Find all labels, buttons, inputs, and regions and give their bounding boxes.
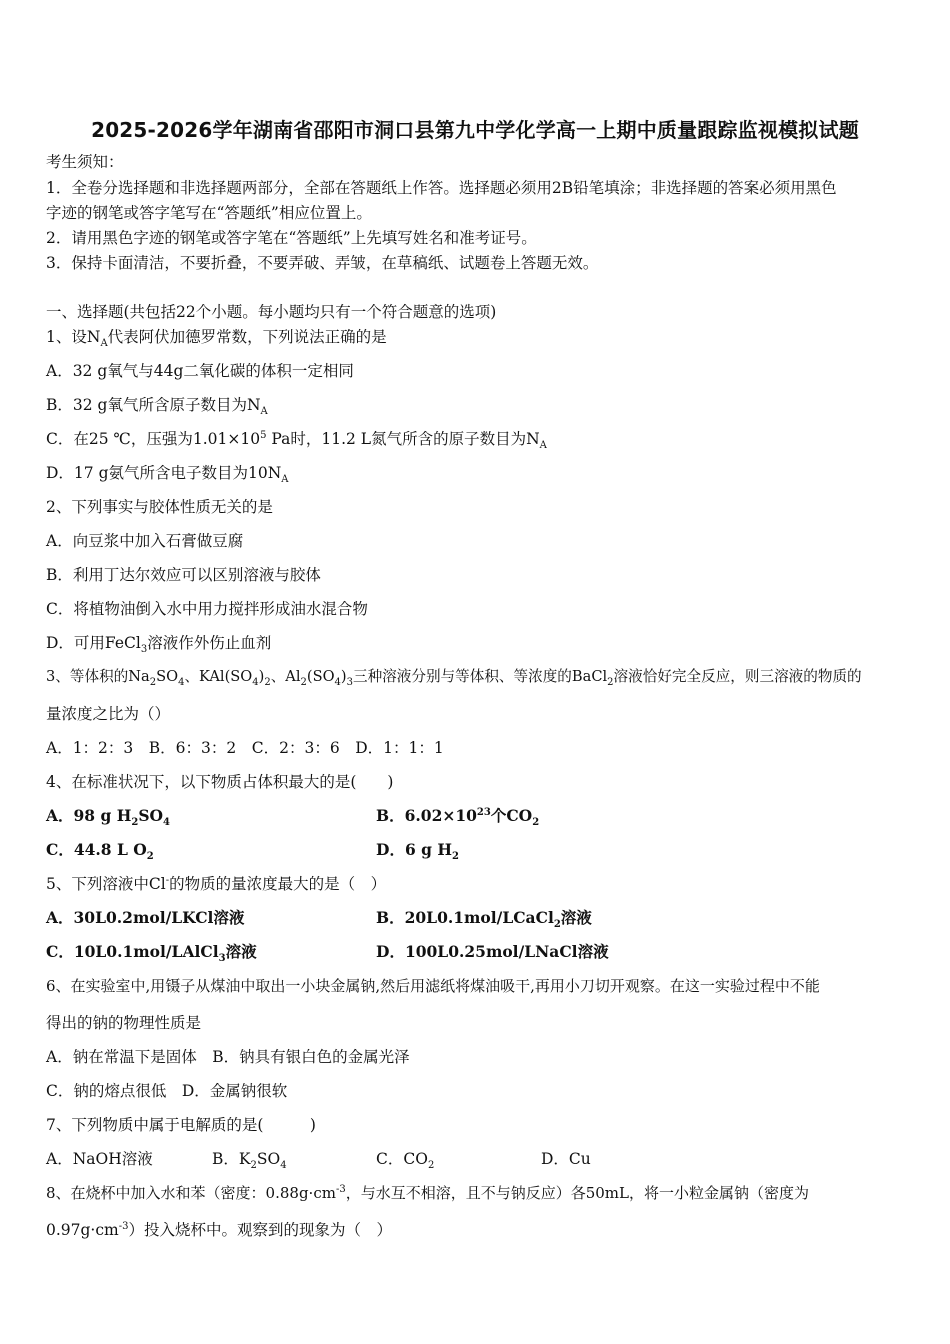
q2-option-b: B．利用丁达尔效应可以区别溶液与胶体 [46,566,321,584]
q6-options-row1: A．钠在常温下是固体 B．钠具有银白色的金属光泽 [46,1048,410,1066]
q2-option-d: D．可用FeCl$_3$溶液作外伤止血剂 [46,634,272,656]
notice-item: 3．保持卡面清洁，不要折叠，不要弄破、弄皱，在草稿纸、试题卷上答题无效。 [46,254,599,272]
q7-option-a: A．NaOH溶液 [46,1150,153,1168]
q1-stem: 1、设$N_A$代表阿伏加德罗常数，下列说法正确的是 [46,328,387,350]
q2-option-a: A．向豆浆中加入石膏做豆腐 [46,532,244,550]
notice-item: 2．请用黑色字迹的钢笔或答字笔在“答题纸”上先填写姓名和准考证号。 [46,229,537,247]
section-heading: 一、选择题(共包括22个小题。每小题均只有一个符合题意的选项) [46,303,497,321]
q1-option-d: D．17 g氨气所含电子数目为$10N_A$ [46,464,289,486]
q3-stem-cont: 量浓度之比为（） [46,705,171,723]
q5-stem: 5、下列溶液中Cl-的物质的量浓度最大的是（ ） [46,874,387,893]
q8-stem-cont: $0.97g\cdot cm^{-3}$）投入烧杯中。观察到的现象为（ ） [46,1220,393,1239]
q4-option-a: A．98 g $H_2SO_4$ [46,806,171,829]
q6-options-row2: C．钠的熔点很低 D．金属钠很软 [46,1082,288,1100]
q6-stem: 6、在实验室中,用镊子从煤油中取出一小块金属钠,然后用滤纸将煤油吸干,再用小刀切开观察。在这一实验过程中不能 [46,977,820,995]
q8-stem: 8、在烧杯中加入水和苯（密度：$0.88g\cdot cm^{-3}$，与水互不相溶，且不与钠反应）各50mL，将一小粒金属钠（密度为 [46,1184,809,1202]
q2-stem: 2、下列事实与胶体性质无关的是 [46,498,273,516]
notice-heading: 考生须知： [46,153,124,171]
q4-option-b: B．$6.02\times 10^{23}$个$CO_2$ [376,806,540,829]
notice-item: 1．全卷分选择题和非选择题两部分，全部在答题纸上作答。选择题必须用2B铅笔填涂；非选择题的答案必须用黑色 [46,179,837,197]
q7-option-c: C．$CO_2$ [376,1150,435,1172]
q1-option-a: A．32 g氧气与44g二氧化碳的体积一定相同 [46,362,354,380]
q7-stem: 7、下列物质中属于电解质的是( ) [46,1116,316,1134]
notice-item: 字迹的钢笔或答字笔写在“答题纸”相应位置上。 [46,204,372,222]
q7-option-d: D．Cu [541,1150,591,1168]
q5-option-a: A．30L0.2mol/LKCl溶液 [46,908,245,927]
page-title: 2025-2026学年湖南省邵阳市洞口县第九中学化学高一上期中质量跟踪监视模拟试题 [91,118,859,142]
q3-stem: 3、等体积的$Na_2SO_4$、$KAl(SO_4)_2$、$Al_2(SO_4)_3$三种溶液分别与等体积、等浓度的BaCl$_2$溶液恰好完全反应，则三溶液的物质的 [46,668,862,688]
q4-option-c: C．44.8 L $O_2$ [46,840,154,863]
q4-stem: 4、在标准状况下，以下物质占体积最大的是( ) [46,773,394,791]
q7-option-b: B．$K_2SO_4$ [212,1150,287,1172]
q2-option-c: C．将植物油倒入水中用力搅拌形成油水混合物 [46,600,368,618]
q5-option-b: B．20L0.1mol/LCaCl$_2$溶液 [376,908,592,931]
q1-option-c: C．在25 ℃，压强为$1.01\times 10^5$ Pa时，11.2 L氮气所含的原子数目为$N_A$ [46,429,547,452]
q5-option-d: D．100L0.25mol/LNaCl溶液 [376,942,609,961]
q4-option-d: D．6 g $H_2$ [376,840,459,863]
q6-stem-cont: 得出的钠的物理性质是 [46,1014,202,1032]
q3-options: A．1：2：3 B．6：3：2 C．2：3：6 D．1：1：1 [46,739,444,757]
q5-option-c: C．10L0.1mol/LAlCl$_3$溶液 [46,942,257,965]
q1-option-b: B．32 g氧气所含原子数目为$N_A$ [46,396,268,418]
